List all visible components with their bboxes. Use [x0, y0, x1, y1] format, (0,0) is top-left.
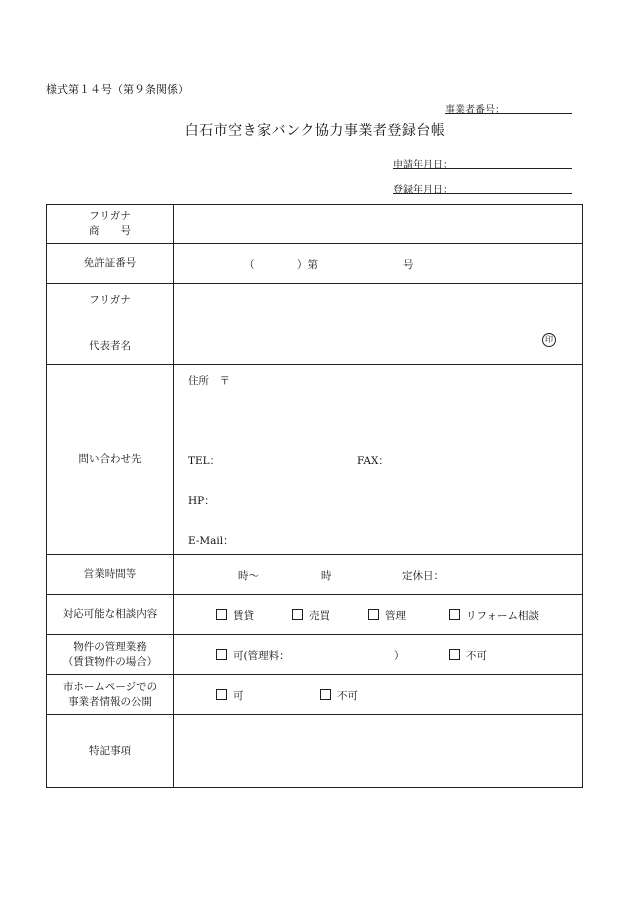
- contact-field[interactable]: [174, 365, 583, 555]
- trade-name-field[interactable]: [174, 205, 583, 244]
- checkbox[interactable]: [216, 609, 227, 620]
- license-suffix: 号: [403, 259, 414, 271]
- row-representative: [47, 284, 583, 365]
- checkbox[interactable]: [216, 649, 227, 660]
- management-fee-close: ）: [394, 650, 405, 662]
- registration-table: [46, 204, 583, 788]
- row-trade-name: [47, 205, 583, 244]
- seal-icon: 印: [542, 333, 556, 347]
- checkbox[interactable]: [449, 609, 460, 620]
- publication-option-no[interactable]: 不可: [320, 688, 358, 703]
- license-close-paren: ）第: [297, 259, 318, 271]
- row-remarks: [47, 715, 583, 788]
- checkbox[interactable]: [449, 649, 460, 660]
- registration-date-label: 登録年月日：: [393, 185, 453, 196]
- publication-label: 市ホームページでの: [62, 680, 158, 693]
- application-date-line[interactable]: [393, 168, 572, 169]
- holiday-label: 定休日：: [402, 570, 444, 582]
- hours-to-suffix: 時: [321, 570, 332, 582]
- address-label: 住所 〒: [188, 375, 230, 387]
- management-field: [174, 635, 583, 675]
- checkbox[interactable]: [320, 689, 331, 700]
- checkbox[interactable]: [292, 609, 303, 620]
- checkbox[interactable]: [368, 609, 379, 620]
- row-contact: [47, 365, 583, 555]
- representative-furigana: フリガナ: [89, 294, 131, 306]
- representative-label: 代表者名: [89, 340, 131, 352]
- management-option-yes[interactable]: 可(管理料：: [216, 648, 290, 663]
- consultation-option-management[interactable]: 管理: [368, 608, 406, 623]
- row-license: [47, 244, 583, 284]
- consultation-option-rent[interactable]: 賃貸: [216, 608, 254, 623]
- application-date-label: 申請年月日：: [393, 160, 453, 171]
- management-option-no[interactable]: 不可: [449, 648, 487, 663]
- publication-option-yes[interactable]: 可: [216, 688, 244, 703]
- remarks-label: 特記事項: [47, 715, 174, 788]
- checkbox[interactable]: [216, 689, 227, 700]
- representative-field[interactable]: [174, 284, 583, 365]
- hours-from-suffix: 時〜: [238, 570, 259, 582]
- tel-label: TEL：: [188, 455, 221, 467]
- consultation-label: 対応可能な相談内容: [47, 595, 174, 635]
- business-number-line[interactable]: [445, 113, 572, 114]
- consultation-option-reform[interactable]: リフォーム相談: [449, 608, 539, 623]
- email-label: E-Mail：: [188, 535, 234, 547]
- hours-field[interactable]: [174, 555, 583, 595]
- representative-label-cell: [47, 284, 174, 365]
- row-consultation: [47, 595, 583, 635]
- row-hours: [47, 555, 583, 595]
- management-label: 物件の管理業務: [73, 640, 147, 653]
- hp-label: HP：: [188, 495, 215, 507]
- license-open-paren: （: [244, 259, 255, 271]
- publication-sublabel: 事業者情報の公開: [68, 695, 152, 708]
- license-label: 免許証番号: [47, 244, 174, 284]
- registration-date-line[interactable]: [393, 193, 572, 194]
- consultation-field: [174, 595, 583, 635]
- hours-label: 営業時間等: [47, 555, 174, 595]
- row-publication: [47, 675, 583, 715]
- publication-label-cell: [47, 675, 174, 715]
- trade-name-label: 商 号: [89, 225, 131, 237]
- contact-label: 問い合わせ先: [47, 365, 174, 555]
- row-management: [47, 635, 583, 675]
- remarks-field[interactable]: [174, 715, 583, 788]
- trade-name-label-cell: [47, 205, 174, 244]
- trade-name-furigana: フリガナ: [89, 210, 131, 223]
- management-label-cell: [47, 635, 174, 675]
- management-sublabel: （賃貸物件の場合）: [62, 655, 158, 668]
- license-field[interactable]: [174, 244, 583, 284]
- page-title: 白石市空き家バンク協力事業者登録台帳: [184, 123, 446, 139]
- form-number: 様式第１４号（第９条関係）: [46, 83, 189, 96]
- consultation-option-sale[interactable]: 売買: [292, 608, 330, 623]
- publication-field: [174, 675, 583, 715]
- business-number-label: 事業者番号：: [445, 105, 505, 116]
- fax-label: FAX：: [357, 455, 389, 467]
